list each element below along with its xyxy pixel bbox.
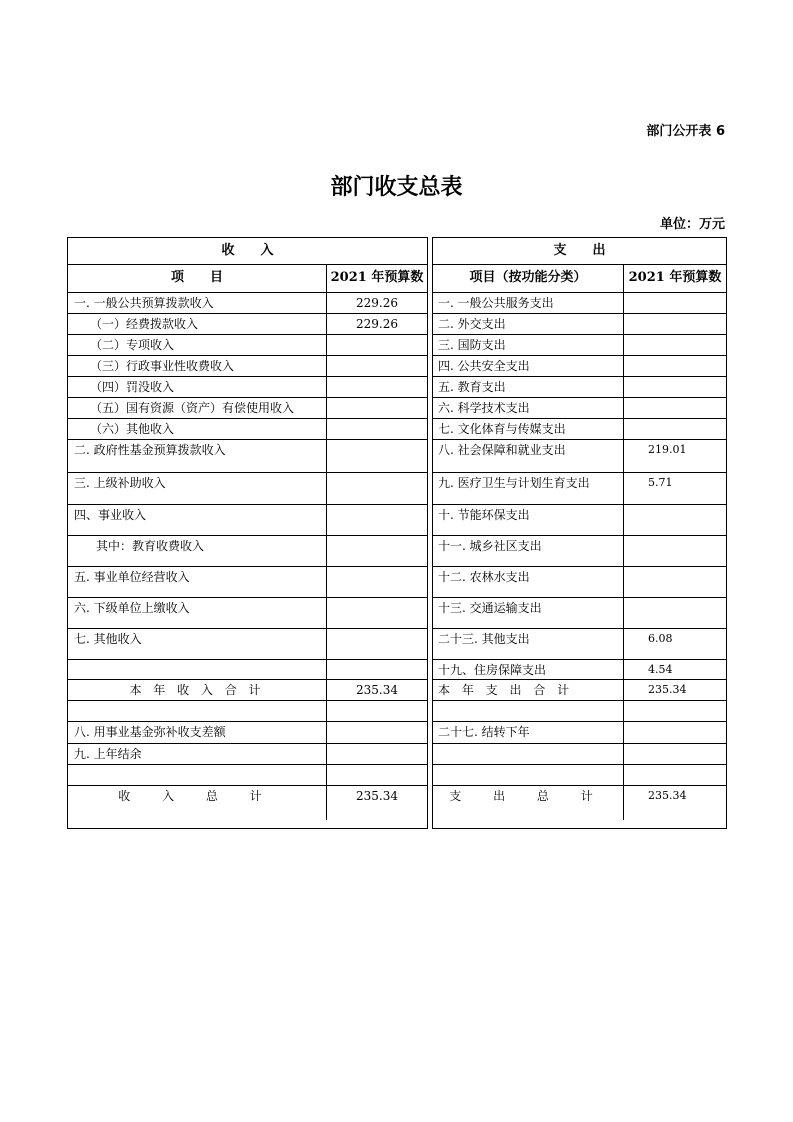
income-item-name: （二）专项收入 bbox=[68, 335, 327, 355]
income-item-name: 三. 上级补助收入 bbox=[68, 473, 327, 504]
income-item-value bbox=[327, 440, 427, 472]
expense-item-value bbox=[624, 398, 726, 418]
expense-item-name: 十三. 交通运输支出 bbox=[433, 598, 624, 628]
income-section-title: 收 入 bbox=[221, 243, 274, 258]
page-title: 部门收支总表 bbox=[330, 175, 463, 200]
expense-item-value bbox=[624, 765, 726, 785]
income-column-header bbox=[68, 265, 427, 293]
income-row bbox=[68, 536, 427, 567]
income-row bbox=[68, 744, 427, 765]
income-row bbox=[68, 335, 427, 356]
income-item-value bbox=[327, 335, 427, 355]
income-item-value bbox=[327, 629, 427, 659]
income-item-name: 七. 其他收入 bbox=[68, 629, 327, 659]
income-row bbox=[68, 701, 427, 722]
expense-item-value: 6.08 bbox=[648, 632, 673, 645]
income-item-value: 229.26 bbox=[356, 296, 398, 310]
income-item-value: 229.26 bbox=[356, 317, 398, 331]
income-section bbox=[67, 237, 428, 829]
expense-row bbox=[433, 505, 726, 536]
income-col-item: 项 目 bbox=[68, 265, 327, 292]
expense-row bbox=[433, 598, 726, 629]
income-item-name bbox=[68, 660, 327, 679]
expense-row bbox=[433, 419, 726, 440]
expense-col-budget: 2021 年预算数 bbox=[628, 270, 722, 285]
expense-item-value: 219.01 bbox=[648, 443, 687, 456]
expense-item-value bbox=[624, 567, 726, 597]
income-row bbox=[68, 786, 427, 820]
expense-item-name bbox=[433, 765, 624, 785]
income-row bbox=[68, 680, 427, 701]
income-item-value bbox=[327, 765, 427, 785]
expense-item-value bbox=[624, 744, 726, 764]
expense-row bbox=[433, 536, 726, 567]
expense-row bbox=[433, 440, 726, 473]
expense-row bbox=[433, 473, 726, 505]
income-item-value bbox=[327, 536, 427, 566]
expense-item-name: 五. 教育支出 bbox=[433, 377, 624, 397]
income-item-value bbox=[327, 598, 427, 628]
income-row bbox=[68, 660, 427, 680]
expense-item-value bbox=[624, 419, 726, 439]
budget-table bbox=[67, 237, 727, 829]
expense-row bbox=[433, 567, 726, 598]
income-item-value bbox=[327, 701, 427, 721]
expense-row bbox=[433, 680, 726, 701]
income-item-value: 235.34 bbox=[356, 683, 398, 697]
income-item-name: 二. 政府性基金预算拨款收入 bbox=[68, 440, 327, 472]
expense-row bbox=[433, 765, 726, 786]
income-item-value bbox=[327, 419, 427, 439]
expense-row bbox=[433, 744, 726, 765]
expense-item-name: 七. 文化体育与传媒支出 bbox=[433, 419, 624, 439]
income-item-name: 收 入 总 计 bbox=[68, 786, 327, 820]
expense-row bbox=[433, 377, 726, 398]
income-item-value bbox=[327, 377, 427, 397]
income-item-name: 其中：教育收费收入 bbox=[68, 536, 327, 566]
expense-item-value: 4.54 bbox=[648, 663, 673, 676]
expense-row bbox=[433, 314, 726, 335]
income-item-value bbox=[327, 660, 427, 679]
income-item-name: （四）罚没收入 bbox=[68, 377, 327, 397]
expense-item-name bbox=[433, 701, 624, 721]
income-row bbox=[68, 377, 427, 398]
income-item-name: 九. 上年结余 bbox=[68, 744, 327, 764]
income-row bbox=[68, 505, 427, 536]
income-item-name: 八. 用事业基金弥补收支差额 bbox=[68, 722, 327, 743]
expense-item-name: 三. 国防支出 bbox=[433, 335, 624, 355]
income-item-name: 六. 下级单位上缴收入 bbox=[68, 598, 327, 628]
expense-column-header bbox=[433, 265, 726, 293]
expense-item-value bbox=[624, 598, 726, 628]
income-row bbox=[68, 473, 427, 505]
income-row bbox=[68, 293, 427, 314]
expense-row bbox=[433, 722, 726, 744]
expense-item-name: 十九、住房保障支出 bbox=[433, 660, 624, 679]
expense-item-name: 二. 外交支出 bbox=[433, 314, 624, 334]
expense-section-title: 支 出 bbox=[553, 243, 606, 258]
income-item-name: （六）其他收入 bbox=[68, 419, 327, 439]
expense-row bbox=[433, 356, 726, 377]
income-item-value: 235.34 bbox=[356, 789, 398, 803]
expense-item-name: 六. 科学技术支出 bbox=[433, 398, 624, 418]
income-row bbox=[68, 765, 427, 786]
income-item-name: 本 年 收 入 合 计 bbox=[68, 680, 327, 700]
income-item-value bbox=[327, 567, 427, 597]
expense-col-item: 项目（按功能分类） bbox=[433, 265, 624, 292]
income-row bbox=[68, 314, 427, 335]
income-section-header bbox=[68, 238, 427, 265]
expense-item-name: 一. 一般公共服务支出 bbox=[433, 293, 624, 313]
expense-row bbox=[433, 293, 726, 314]
expense-item-name: 十一. 城乡社区支出 bbox=[433, 536, 624, 566]
expense-item-name: 十二. 农林水支出 bbox=[433, 567, 624, 597]
expense-item-name: 二十七. 结转下年 bbox=[433, 722, 624, 743]
expense-row bbox=[433, 701, 726, 722]
expense-item-value bbox=[624, 293, 726, 313]
expense-row bbox=[433, 786, 726, 820]
income-item-value bbox=[327, 398, 427, 418]
expense-section bbox=[432, 237, 727, 829]
unit-label: 单位：万元 bbox=[659, 217, 725, 232]
expense-item-value bbox=[624, 536, 726, 566]
income-item-value bbox=[327, 505, 427, 535]
income-item-name bbox=[68, 701, 327, 721]
income-row bbox=[68, 356, 427, 377]
expense-item-value: 235.34 bbox=[648, 789, 687, 802]
income-row bbox=[68, 722, 427, 744]
expense-item-value bbox=[624, 505, 726, 535]
expense-row bbox=[433, 660, 726, 680]
expense-item-name: 九. 医疗卫生与计划生育支出 bbox=[433, 473, 624, 504]
income-item-name: 四、事业收入 bbox=[68, 505, 327, 535]
income-item-value bbox=[327, 356, 427, 376]
expense-item-value: 235.34 bbox=[648, 683, 687, 696]
income-row bbox=[68, 419, 427, 440]
income-row bbox=[68, 598, 427, 629]
expense-item-value bbox=[624, 722, 726, 743]
expense-item-name: 二十三. 其他支出 bbox=[433, 629, 624, 659]
expense-row bbox=[433, 398, 726, 419]
expense-row bbox=[433, 629, 726, 660]
expense-item-value: 5.71 bbox=[648, 476, 673, 489]
table-code: 部门公开表 6 bbox=[646, 124, 725, 139]
income-item-value bbox=[327, 722, 427, 743]
expense-item-value bbox=[624, 701, 726, 721]
income-col-budget: 2021 年预算数 bbox=[330, 270, 424, 285]
income-row bbox=[68, 567, 427, 598]
income-item-name: （三）行政事业性收费收入 bbox=[68, 356, 327, 376]
expense-item-name: 本 年 支 出 合 计 bbox=[433, 680, 624, 700]
expense-item-name: 十. 节能环保支出 bbox=[433, 505, 624, 535]
income-item-value bbox=[327, 473, 427, 504]
income-row bbox=[68, 440, 427, 473]
expense-item-name bbox=[433, 744, 624, 764]
expense-item-name: 四. 公共安全支出 bbox=[433, 356, 624, 376]
income-item-name: （五）国有资源（资产）有偿使用收入 bbox=[68, 398, 327, 418]
expense-item-value bbox=[624, 377, 726, 397]
income-item-name: 一. 一般公共预算拨款收入 bbox=[68, 293, 327, 313]
expense-item-value bbox=[624, 314, 726, 334]
expense-row bbox=[433, 335, 726, 356]
income-row bbox=[68, 629, 427, 660]
expense-item-name: 八. 社会保障和就业支出 bbox=[433, 440, 624, 472]
expense-item-value bbox=[624, 335, 726, 355]
income-row bbox=[68, 398, 427, 419]
expense-section-header bbox=[433, 238, 726, 265]
expense-item-value bbox=[624, 356, 726, 376]
expense-item-name: 支 出 总 计 bbox=[433, 786, 624, 820]
income-item-name bbox=[68, 765, 327, 785]
income-item-value bbox=[327, 744, 427, 764]
income-item-name: 五. 事业单位经营收入 bbox=[68, 567, 327, 597]
income-item-name: （一）经费拨款收入 bbox=[68, 314, 327, 334]
